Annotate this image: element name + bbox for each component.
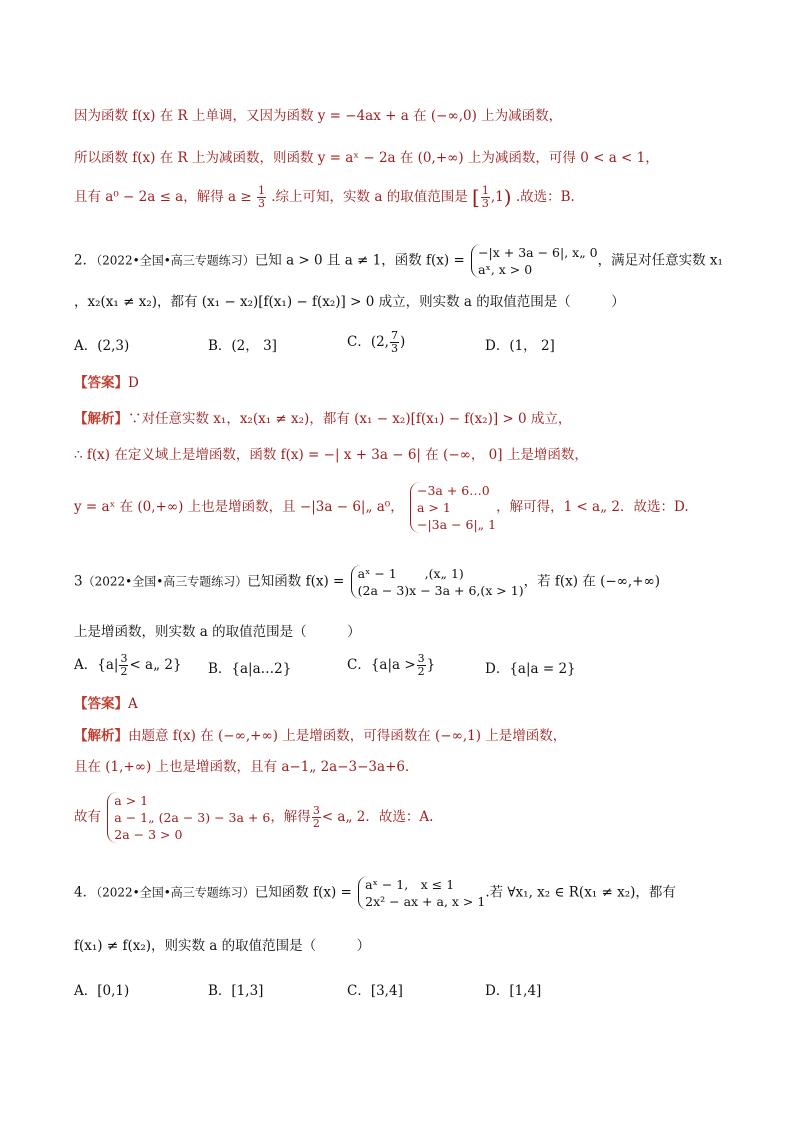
piecewise-brace: −|x + 3a − 6|, x„ 0 aˣ, x > 0 [471, 244, 598, 278]
analysis-line-3: 故有 a > 1 a − 1„ (2a − 3) − 3a + 6 2a − 3 > 0 ，解得 $\frac{3}{2}$ < a„ 2．故选：A. [74, 793, 434, 842]
option-b: B．(2， 3] [208, 338, 277, 354]
range-fraction: $\frac{1}{3}$ [481, 184, 489, 210]
analysis-line-1: 【解析】∵对任意实数 x₁，x₂(x₁ ≠ x₂)，都有 (x₁ − x₂)[f(x₁) − f(x₂)] > 0 成立， [74, 411, 572, 427]
question-4-stem: 4．（2022•全国•高三专题练习）已知函数 f(x) = aˣ − 1, x ≤ 1 2x² − ax + a, x > 1 .若 ∀x₁, x₂ ∈ R(x₁ ≠ x₂)，都有 [74, 877, 676, 909]
question-2-stem: 2．（2022•全国•高三专题练习）已知 a > 0 且 a ≠ 1，函数 f(x) = −|x + 3a − 6|, x„ 0 aˣ, x > 0 ，满足对任意实数 x₁ [74, 245, 723, 277]
question-source: （2022•全国•高三专题练习） [96, 885, 255, 900]
question-source: （2022•全国•高三专题练习） [82, 574, 248, 589]
option-d: D．(1， 2] [485, 338, 555, 354]
option-a: A．{a| $\frac{3}{2}$ < a„ 2} [74, 652, 182, 678]
option-d: D．{a|a = 2} [485, 661, 576, 677]
analysis-line-1: 【解析】由题意 f(x) 在 (−∞,+∞) 上是增函数，可得函数在 (−∞,1) 上是增函数， [74, 728, 567, 744]
question-source: （2022•全国•高三专题练习） [96, 253, 255, 268]
solution-line-3-c: .故选：B. [515, 189, 575, 205]
option-a: A．[0,1) [74, 983, 130, 999]
analysis-line-2: ∴ f(x) 在定义域上是增函数，函数 f(x) = −| x + 3a − 6| 在 (−∞， 0] 上是增函数， [74, 447, 588, 463]
piecewise-brace: aˣ − 1 ,(x„ 1) (2a − 3)x − 3a + 6,(x > 1) [351, 565, 524, 599]
solution-line-3: 且有 a⁰ − 2a ≤ a，解得 a ≥ $\frac{1}{3}$ .综上可知，实数 a 的取值范围是 [ $\frac{1}{3}$ ,1) .故选：B. [74, 184, 575, 210]
option-c: C．[3,4] [347, 983, 403, 999]
option-d: D．[1,4] [485, 983, 542, 999]
solution-line-3-b: .综上可知，实数 a 的取值范围是 [271, 189, 468, 205]
fraction: $\frac{1}{3}$ [257, 184, 265, 210]
system-brace: −3a + 6…0 a > 1 −|3a − 6|„ 1 [410, 482, 496, 533]
analysis-line-2: 且在 (1,+∞) 上也是增函数，且有 a−1„ 2a−3−3a+6． [74, 759, 419, 775]
option-b: B．[1,3] [208, 983, 264, 999]
answer-line: 【答案】D [74, 375, 139, 391]
analysis-line-3: y = aˣ 在 (0,+∞) 上也是增函数，且 −|3a − 6|„ a⁰， −3a + 6…0 a > 1 −|3a − 6|„ 1 ，解可得，1 < a„ 2．故选：D. [74, 483, 689, 532]
question-4-line-2: f(x₁) ≠ f(x₂)，则实数 a 的取值范围是（ ） [74, 938, 371, 954]
option-c: C．(2, $\frac{7}{3}$ ) [347, 329, 406, 355]
solution-line-2: 所以函数 f(x) 在 R 上为减函数，则函数 y = aˣ − 2a 在 (0,+∞) 上为减函数，可得 0 < a < 1， [74, 150, 659, 166]
option-b: B．{a|a…2} [208, 661, 292, 677]
solution-line-3-a: 且有 a⁰ − 2a ≤ a，解得 a ≥ [74, 189, 252, 205]
answer-line: 【答案】A [74, 696, 138, 712]
option-a: A．(2,3) [74, 338, 130, 354]
question-3-stem: 3（2022•全国•高三专题练习）已知函数 f(x) = aˣ − 1 ,(x„ 1) (2a − 3)x − 3a + 6,(x > 1) ，若 f(x) 在 (−∞,+∞) [74, 566, 661, 598]
solution-line-1: 因为函数 f(x) 在 R 上单调，又因为函数 y = −4ax + a 在 (−∞,0) 上为减函数， [74, 108, 563, 124]
question-2-line-2: ，x₂(x₁ ≠ x₂)，都有 (x₁ − x₂)[f(x₁) − f(x₂)] > 0 成立，则实数 a 的取值范围是（ ） [74, 294, 625, 310]
question-3-line-2: 上是增函数，则实数 a 的取值范围是（ ） [74, 624, 361, 640]
option-c: C．{a|a > $\frac{3}{2}$ } [347, 652, 436, 678]
piecewise-brace: aˣ − 1, x ≤ 1 2x² − ax + a, x > 1 [358, 876, 485, 910]
system-brace: a > 1 a − 1„ (2a − 3) − 3a + 6 2a − 3 > 0 [107, 792, 270, 843]
